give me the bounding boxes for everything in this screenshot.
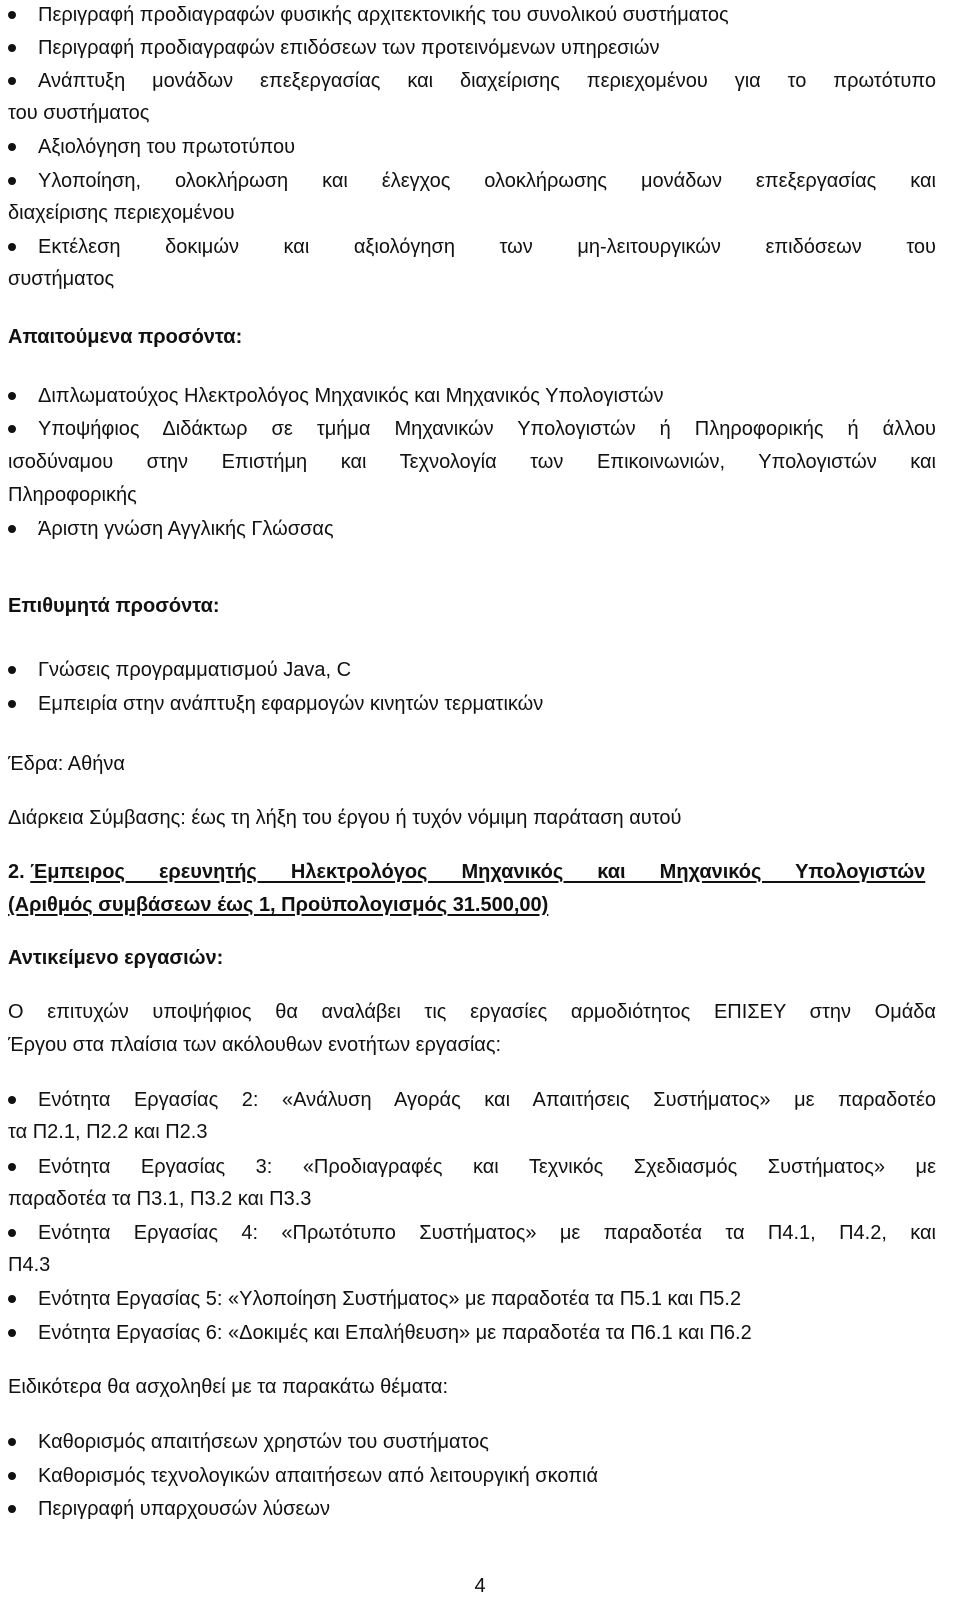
bullet: [8, 700, 16, 708]
position-title-line-1: Έμπειρος ερευνητής Ηλεκτρολόγος Μηχανικός και Μηχανικός Υπολογιστών: [30, 861, 926, 883]
bullet: [8, 77, 16, 85]
list-item: Υποψήφιος Διδάκτωρ σε τμήμα Μηχανικών Υπολογιστών ή Πληροφορικής ή άλλου: [38, 418, 936, 440]
list-item-continuation: διαχείρισης περιεχομένου: [8, 202, 235, 224]
duration-text: Διάρκεια Σύμβασης: έως τη λήξη του έργου ή τυχόν νόμιμη παράταση αυτού: [8, 807, 682, 829]
list-item: Υλοποίηση, ολοκλήρωση και έλεγχος ολοκλήρωσης μονάδων επεξεργασίας και: [38, 170, 936, 192]
bullet: [8, 425, 16, 433]
list-item: Εμπειρία στην ανάπτυξη εφαρμογών κινητών τερματικών: [38, 693, 544, 715]
list-item: Ανάπτυξη μονάδων επεξεργασίας και διαχείρισης περιεχομένου για το πρωτότυπο: [38, 70, 936, 92]
bullet: [8, 1163, 16, 1171]
list-item: Καθορισμός τεχνολογικών απαιτήσεων από λειτουργική σκοπιά: [38, 1465, 599, 1487]
section-heading-desired: Επιθυμητά προσόντα:: [8, 595, 220, 617]
list-item-continuation: Π4.3: [8, 1254, 51, 1276]
bullet: [8, 1505, 16, 1513]
list-item: Περιγραφή υπαρχουσών λύσεων: [38, 1498, 331, 1520]
position-title: [8, 860, 936, 884]
list-item: Αξιολόγηση του πρωτοτύπου: [38, 136, 296, 158]
list-item-continuation: συστήματος: [8, 268, 115, 290]
position-number: 2.: [8, 861, 25, 883]
list-item: Διπλωματούχος Ηλεκτρολόγος Μηχανικός και Μηχανικός Υπολογιστών: [38, 385, 664, 407]
bullet: [8, 11, 16, 19]
list-item: Ενότητα Εργασίας 4: «Πρωτότυπο Συστήματος» με παραδοτέα τα Π4.1, Π4.2, και: [38, 1222, 936, 1244]
bullet: [8, 1329, 16, 1337]
paragraph: Ο επιτυχών υποψήφιος θα αναλάβει τις εργασίες αρμοδιότητος ΕΠΙΣΕΥ στην Ομάδα: [8, 1001, 936, 1023]
list-item-continuation: τα Π2.1, Π2.2 και Π2.3: [8, 1121, 208, 1143]
list-item-continuation: Πληροφορικής: [8, 484, 137, 506]
bullet: [8, 44, 16, 52]
paragraph-continuation: Έργου στα πλαίσια των ακόλουθων ενοτήτων εργασίας:: [8, 1034, 502, 1056]
bullet: [8, 177, 16, 185]
list-item: Ενότητα Εργασίας 5: «Υλοποίηση Συστήματος» με παραδοτέα τα Π5.1 και Π5.2: [38, 1288, 742, 1310]
location-text: Έδρα: Αθήνα: [8, 753, 125, 775]
list-item: Ενότητα Εργασίας 2: «Ανάλυση Αγοράς και Απαιτήσεις Συστήματος» με παραδοτέο: [38, 1089, 936, 1111]
section-heading-required: Απαιτούμενα προσόντα:: [8, 326, 243, 348]
list-item-continuation: ισοδύναμου στην Επιστήμη και Τεχνολογία των Επικοινωνιών, Υπολογιστών και: [8, 451, 936, 473]
bullet: [8, 1295, 16, 1303]
bullet: [8, 525, 16, 533]
list-item: Περιγραφή προδιαγραφών φυσικής αρχιτεκτονικής του συνολικού συστήματος: [38, 4, 729, 26]
list-item: Άριστη γνώση Αγγλικής Γλώσσας: [38, 518, 334, 540]
bullet: [8, 666, 16, 674]
bullet: [8, 1096, 16, 1104]
bullet: [8, 1438, 16, 1446]
list-item: Ενότητα Εργασίας 3: «Προδιαγραφές και Τεχνικός Σχεδιασμός Συστήματος» με: [38, 1156, 936, 1178]
list-item-continuation: παραδοτέα τα Π3.1, Π3.2 και Π3.3: [8, 1188, 312, 1210]
bullet: [8, 392, 16, 400]
list-item-continuation: του συστήματος: [8, 102, 150, 124]
bullet: [8, 143, 16, 151]
list-item: Γνώσεις προγραμματισμού Java, C: [38, 659, 352, 681]
section-heading-object: Αντικείμενο εργασιών:: [8, 947, 224, 969]
list-item: Καθορισμός απαιτήσεων χρηστών του συστήματος: [38, 1431, 489, 1453]
bullet: [8, 243, 16, 251]
position-title-line-2: (Αριθμός συμβάσεων έως 1, Προϋπολογισμός 31.500,00): [8, 894, 549, 916]
paragraph: Ειδικότερα θα ασχοληθεί με τα παρακάτω θέματα:: [8, 1376, 448, 1398]
list-item: Εκτέλεση δοκιμών και αξιολόγηση των μη-λειτουργικών επιδόσεων του: [38, 236, 936, 258]
list-item: Ενότητα Εργασίας 6: «Δοκιμές και Επαλήθευση» με παραδοτέα τα Π6.1 και Π6.2: [38, 1322, 752, 1344]
list-item: Περιγραφή προδιαγραφών επιδόσεων των προτεινόμενων υπηρεσιών: [38, 37, 660, 59]
bullet: [8, 1229, 16, 1237]
bullet: [8, 1472, 16, 1480]
page-number: 4: [474, 1575, 486, 1597]
